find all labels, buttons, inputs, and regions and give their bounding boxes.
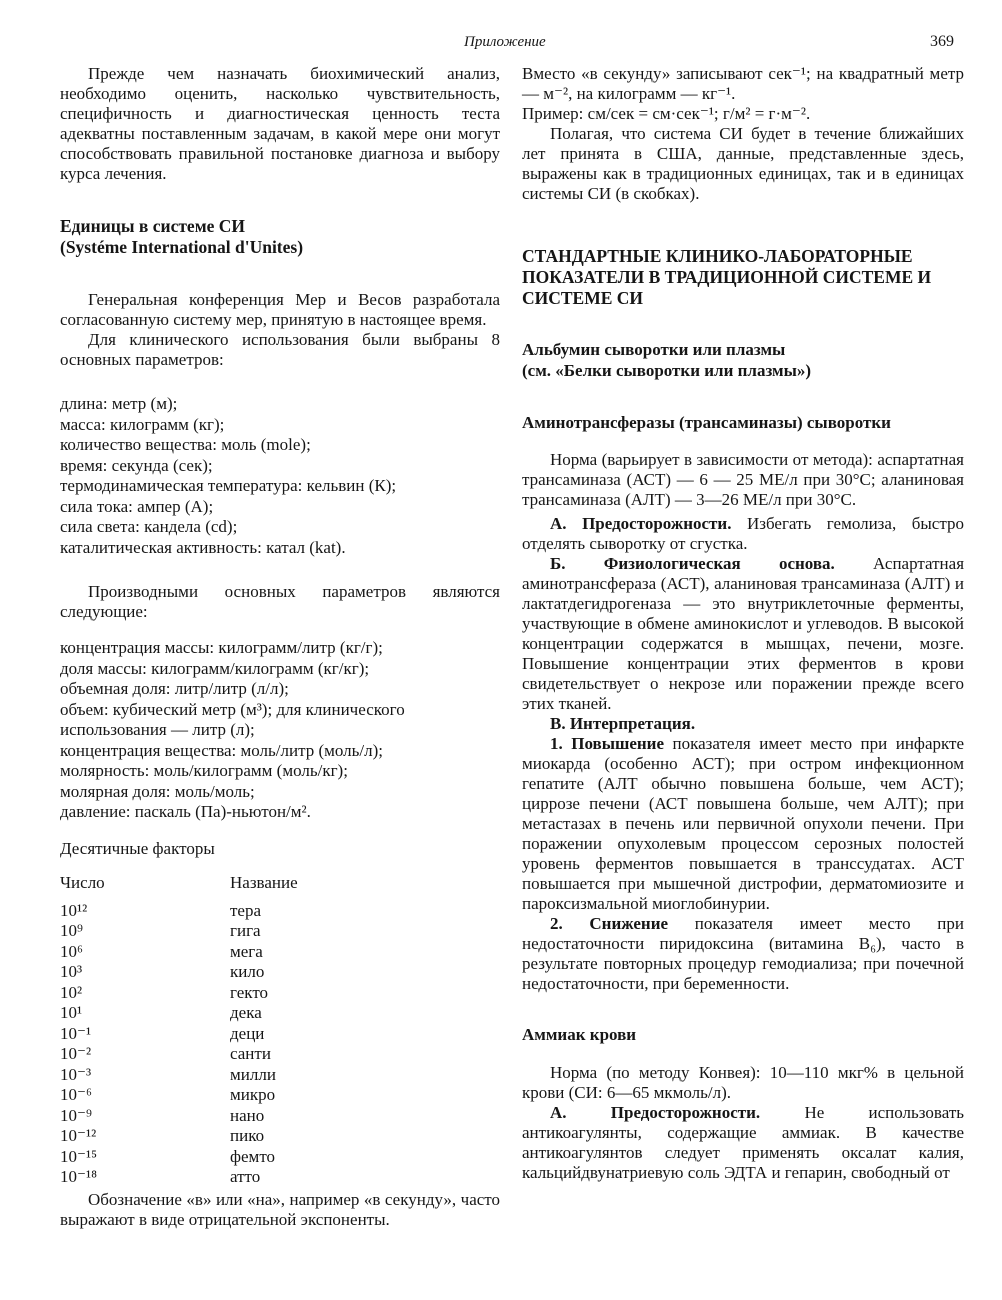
decrease-label: 2. Снижение xyxy=(550,914,669,933)
derived-intro: Производными основных параметров являются следующие: xyxy=(60,582,500,621)
decrease-text: показателя имеет место при недостаточности пиридоксина (витамина B₆), часто в результате повторных процедур гемодиализа; при почечной недостаточности, при беременности. xyxy=(522,914,964,993)
list-item: количество вещества: моль (mole); xyxy=(60,435,311,454)
closing-paragraph: Обозначение «в» или «на», например «в секунду», часто выражают в виде отрицательной экспоненты. xyxy=(60,1189,500,1229)
interpretation-decrease xyxy=(522,914,964,994)
precautions-text: Не использовать антикоагулянты, содержащие аммиак. В качестве антикоагулянтов следует применять оксалат калия, кальцийдвунатриевую соль ЭДТА и гепарин, свободный от xyxy=(522,1103,964,1182)
ammonia-norm: Норма (по методу Конвея): 10—110 мкг% в цельной крови (СИ: 6—65 мкмоль/л). xyxy=(522,1063,964,1102)
negative-exponent-example: Пример: см/сек = см·сек⁻¹; г/м² = г·м⁻². xyxy=(522,104,811,123)
list-item: время: секунда (сек); xyxy=(60,455,213,475)
table-row: 10⁻³ милли xyxy=(60,1064,276,1084)
list-item: объемная доля: литр/литр (л/л); xyxy=(60,679,289,698)
factors-column-name: Название xyxy=(230,872,298,892)
si-heading-line-2: (Systéme International d'Unites) xyxy=(60,237,304,257)
list-item: длина: метр (м); xyxy=(60,394,178,413)
table-row: 10⁻² санти xyxy=(60,1044,271,1063)
clinical-paragraph: Для клинического использования были выбраны 8 основных параметров: xyxy=(60,330,500,369)
list-item: сила тока: ампер (А); xyxy=(60,496,214,516)
left-column xyxy=(60,64,500,1230)
negative-exponent-paragraph: Вместо «в секунду» записывают сек⁻¹; на квадратный метр — м⁻², на килограмм — кг⁻¹. xyxy=(522,64,964,103)
precautions-text: Избегать гемолиза, быстро отделять сыворотку от сгустка. xyxy=(522,514,964,553)
list-item: каталитическая активность: катал (kat). xyxy=(60,537,346,557)
table-row: 10⁹ гига xyxy=(60,921,261,940)
list-item: термодинамическая температура: кельвин (К); xyxy=(60,476,397,495)
decimal-factors-table xyxy=(60,901,500,1188)
interpretation-increase xyxy=(522,734,964,914)
albumin-heading-line-2: (см. «Белки сыворотки или плазмы») xyxy=(522,361,812,380)
interpretation-label: В. Интерпретация. xyxy=(550,714,696,733)
aminotransferases-heading: Аминотрансферазы (трансаминазы) сыворотки xyxy=(522,413,891,432)
si-heading-line-1: Единицы в системе СИ xyxy=(60,216,246,236)
table-row: 10¹² тера xyxy=(60,900,262,920)
intro-paragraph: Прежде чем назначать биохимический анализ, необходимо оценить, насколько чувствительность, специфичность и диагностическая ценность теста адекватны поставленным задачам, в какой мере они могут способствовать правильной постановке диагноза и выбору курса лечения. xyxy=(60,64,500,183)
list-item: молярная доля: моль/моль; xyxy=(60,781,255,801)
table-row: 10⁻¹² пико xyxy=(60,1126,265,1145)
list-item: объем: кубический метр (м³); для клинического использования — литр (л); xyxy=(60,699,405,739)
table-row: 10⁻⁹ нано xyxy=(60,1105,265,1125)
list-item: давление: паскаль (Па)-ньютон/м². xyxy=(60,802,311,821)
aminotransferases-precautions xyxy=(522,514,964,554)
table-row: 10⁶ мега xyxy=(60,941,263,961)
physiology-text: Аспартатная аминотрансфераза (АСТ), аланиновая трансаминаза (АЛТ) и лактатдегидрогеназа — это внутриклеточные ферменты, участвующие в обмене аминокислот и углеводов. В высокой концентрации содержатся в мышцах, печени, мозге. Повышение концентрации этих ферментов в крови свидетельствует о некрозе или поражении прежде всего этих тканей. xyxy=(522,554,965,713)
list-item: концентрация массы: килограмм/литр (кг/г); xyxy=(60,638,383,657)
increase-text: показателя имеет место при инфаркте миокарда (особенно АСТ); при остром инфекционном гепатите (АЛТ обычно повышена больше, чем АСТ); циррозе печени (АСТ повышена больше, чем АЛТ); при метастазах в печень или первичной опухоли печени. При поражении опухолевым процессом серозных полостей уровень ферментов повышается в транссудатах. АСТ повышается при мышечной дистрофии, дерматомиозите и пароксизмальной миоглобинурии. xyxy=(522,734,964,913)
list-item: сила света: кандела (cd); xyxy=(60,517,238,536)
albumin-heading-line-1: Альбумин сыворотки или плазмы xyxy=(522,340,786,359)
physiology-label: Б. Физиологическая основа. xyxy=(550,554,835,573)
precautions-label: А. Предосторожности. xyxy=(550,514,732,533)
precautions-label: А. Предосторожности. xyxy=(550,1103,761,1122)
right-column xyxy=(522,64,964,1183)
table-row: 10¹ дека xyxy=(60,1003,262,1022)
conference-paragraph: Генеральная конференция Мер и Весов разработала согласованную систему мер, принятую в настоящее время. xyxy=(60,290,500,329)
list-item: молярность: моль/килограмм (моль/кг); xyxy=(60,761,348,780)
aminotransferases-physiology xyxy=(522,554,964,714)
running-header: Приложение xyxy=(464,34,546,50)
aminotransferases-interpretation xyxy=(522,714,964,734)
derived-units-list xyxy=(60,638,500,823)
list-item: масса: килограмм (кг); xyxy=(60,414,225,434)
base-units-list xyxy=(60,394,500,558)
albumin-heading xyxy=(522,339,964,381)
table-row: 10⁻¹⁵ фемто xyxy=(60,1146,276,1166)
usa-paragraph: Полагая, что система СИ будет в течение ближайших лет принята в США, данные, представленные здесь, выражены как в традиционных единицах, так и в единицах системы СИ (в скобках). xyxy=(522,124,964,203)
table-row: 10⁻⁶ микро xyxy=(60,1085,276,1104)
ammonia-precautions xyxy=(522,1103,964,1183)
decimal-factors-title: Десятичные факторы xyxy=(60,838,215,858)
page-number: 369 xyxy=(930,33,954,50)
main-section-heading: СТАНДАРТНЫЕ КЛИНИКО-ЛАБОРАТОРНЫЕ ПОКАЗАТЕЛИ В ТРАДИЦИОННОЙ СИСТЕМЕ И СИСТЕМЕ СИ xyxy=(522,246,932,308)
list-item: концентрация вещества: моль/литр (моль/л); xyxy=(60,740,383,760)
decimal-factors-header xyxy=(60,873,500,893)
factors-column-number: Число xyxy=(60,872,105,892)
aminotransferases-norm: Норма (варьирует в зависимости от метода): аспартатная трансаминаза (АСТ) — 6 — 25 МЕ/л при 30°С; аланиновая трансаминаза (АЛТ) — 3—26 МЕ/л при 30°С. xyxy=(522,450,964,509)
increase-label: 1. Повышение xyxy=(550,734,665,753)
si-heading xyxy=(60,216,500,258)
table-row: 10³ кило xyxy=(60,962,265,981)
table-row: 10⁻¹⁸ атто xyxy=(60,1167,261,1186)
ammonia-heading: Аммиак крови xyxy=(522,1025,637,1044)
list-item: доля массы: килограмм/килограмм (кг/кг); xyxy=(60,658,370,678)
table-row: 10⁻¹ деци xyxy=(60,1023,265,1043)
table-row: 10² гекто xyxy=(60,982,269,1002)
